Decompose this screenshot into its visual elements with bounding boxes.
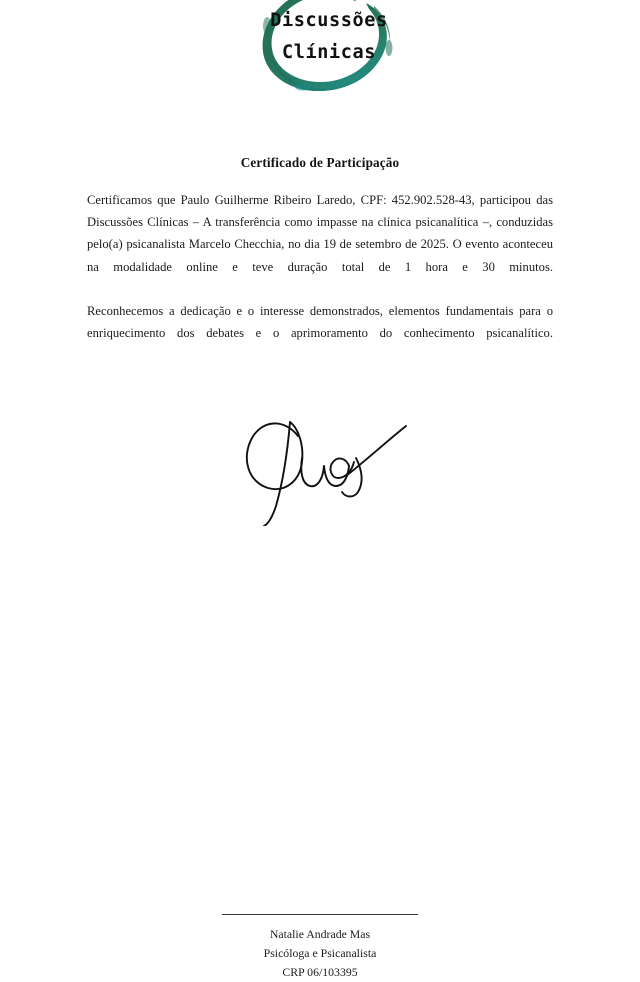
- certificate-logo-block: [0, 0, 640, 100]
- body-line: Certificamos que Paulo Guilherme Ribeiro Laredo, CPF: 452.902.528-43, participou das: [87, 193, 553, 207]
- logo-wrap: [243, 0, 415, 94]
- signature-rule: [222, 914, 418, 915]
- signature-block: [0, 398, 640, 979]
- logo-text-line-1: Discussões: [270, 10, 388, 31]
- paragraph-spacer: [87, 278, 553, 300]
- signature-mark-area: [0, 398, 640, 518]
- body-paragraph-2: [87, 300, 553, 344]
- body-line: na modalidade online e teve duração total de 1 hora e 30 minutos.: [87, 259, 553, 274]
- logo-text-line-2: Clínicas: [282, 42, 376, 63]
- signer-registration: CRP 06/103395: [282, 965, 358, 979]
- signature-credentials: [0, 925, 640, 982]
- certificate-title: Certificado de Participação: [240, 155, 400, 170]
- body-line: enriquecimento dos debates e o aprimoramento do conhecimento psicanalítico.: [87, 326, 553, 341]
- body-line: Discussões Clínicas – A transferência como impasse na clínica psicanalítica –, conduzidas: [87, 215, 553, 230]
- handwritten-signature-icon: [228, 398, 428, 526]
- signer-name: Natalie Andrade Mas: [269, 927, 371, 941]
- body-line: pelo(a) psicanalista Marcelo Checchia, no dia 19 de setembro de 2025. O evento aconteceu: [87, 237, 553, 252]
- signer-role: Psicóloga e Psicanalista: [263, 946, 377, 960]
- body-line: Reconhecemos a dedicação e o interesse demonstrados, elementos fundamentais para o: [87, 303, 553, 318]
- certificate-body: [87, 189, 553, 344]
- body-paragraph-1: [87, 189, 553, 278]
